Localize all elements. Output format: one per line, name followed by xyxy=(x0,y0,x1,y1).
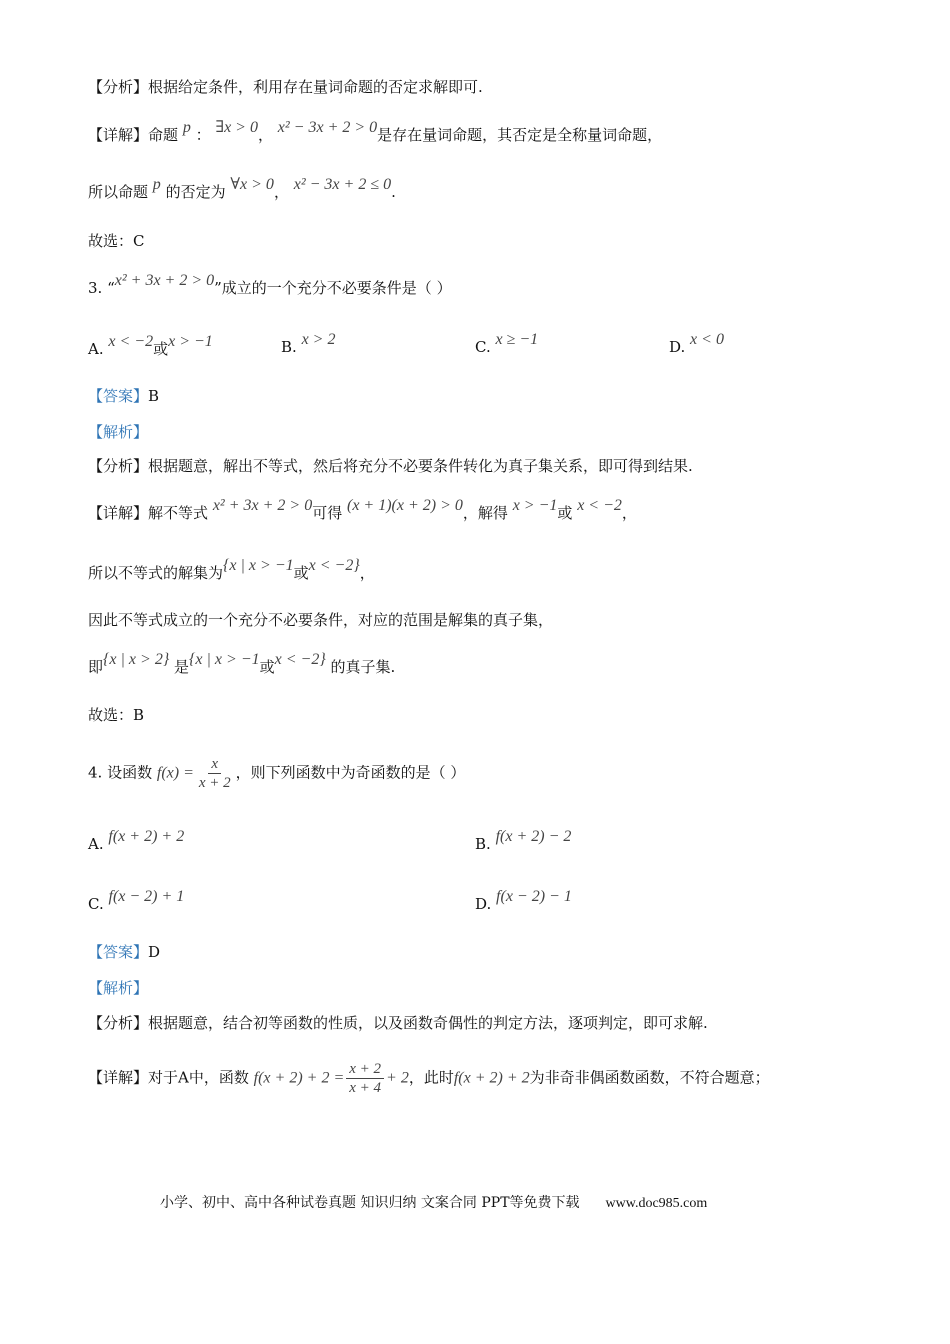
math: f(x) = xyxy=(156,764,194,782)
math: f(x + 2) + 2 xyxy=(453,1069,530,1087)
option-a: A. x < −2或x > −1 xyxy=(88,333,213,358)
answer-choice-2: 故选：C xyxy=(88,232,145,250)
math: x < −2} xyxy=(308,557,360,574)
option-d: D. x < 0 xyxy=(669,331,724,356)
math: + 2 xyxy=(386,1069,409,1087)
math: x² − 3x + 2 ≤ 0 xyxy=(293,176,392,193)
analysis-paragraph-3: 【分析】根据题意，解出不等式，然后将充分不必要条件转化为真子集关系，即可得到结果. xyxy=(88,457,693,475)
answer-4: 【答案】D xyxy=(88,943,161,961)
math: x² + 3x + 2 > 0 xyxy=(114,272,215,289)
fraction: $\frac{x + 2}{x + 4}$ xyxy=(346,1060,384,1097)
detail-paragraph-3: 【详解】解不等式 x² + 3x + 2 > 0可得 (x + 1)(x + 2) > 0，解得 x > −1或 x < −2， xyxy=(88,497,637,522)
option-d: D. f(x − 2) − 1 xyxy=(475,888,572,913)
analysis-paragraph-2: 【分析】根据给定条件，利用存在量词命题的否定求解即可. xyxy=(88,78,483,96)
footer-link[interactable]: www.doc985.com xyxy=(605,1196,708,1211)
math: (x + 1)(x + 2) > 0 xyxy=(347,497,463,514)
math: x > −1 xyxy=(512,497,558,514)
math: x ≥ −1 xyxy=(495,331,539,348)
solution-heading-3: 【解析】 xyxy=(88,423,149,441)
math: {x | x > 2} xyxy=(103,651,170,668)
math: ∃x > 0 xyxy=(215,119,258,136)
math: p xyxy=(152,176,161,193)
detail-paragraph-2: 【详解】命题 p ： ∃x > 0， x² − 3x + 2 > 0是存在量词命题，其否定是全称量词命题， xyxy=(88,119,663,144)
math: f(x + 2) + 2 xyxy=(108,828,185,845)
option-a: A. f(x + 2) + 2 xyxy=(88,828,185,853)
math: f(x − 2) + 1 xyxy=(108,888,185,905)
solution-heading-4: 【解析】 xyxy=(88,979,149,997)
fraction: $\frac{x}{x + 2}$ xyxy=(198,756,231,791)
answer-3: 【答案】B xyxy=(88,387,160,405)
option-b: B. x > 2 xyxy=(281,331,336,356)
math: p xyxy=(182,119,191,136)
math: f(x + 2) + 2 = xyxy=(253,1069,345,1087)
math: x < −2 xyxy=(108,333,154,350)
math: x < −2} xyxy=(274,651,326,668)
math: x < 0 xyxy=(690,331,724,348)
math: x² + 3x + 2 > 0 xyxy=(212,497,313,514)
analysis-paragraph-4: 【分析】根据题意，结合初等函数的性质，以及函数奇偶性的判定方法，逐项判定，即可求解. xyxy=(88,1014,708,1032)
math: x < −2 xyxy=(577,497,622,514)
math: x > −1 xyxy=(168,333,213,350)
question-3-stem: 3. “x² + 3x + 2 > 0”成立的一个充分不必要条件是（ ） xyxy=(88,272,452,297)
math: {x | x > −1 xyxy=(189,651,260,668)
option-b: B. f(x + 2) − 2 xyxy=(475,828,572,853)
question-4-stem: 4. 设函数 f(x) = $\frac{x}{x + 2}$ ，则下列函数中为奇函数的是（ ） xyxy=(88,756,466,791)
math: f(x + 2) − 2 xyxy=(495,828,572,845)
detail-paragraph-3d: 即{x | x > 2} 是{x | x > −1或x < −2} 的真子集. xyxy=(88,651,396,676)
detail-paragraph-4: 【详解】对于A中，函数 f(x + 2) + 2 = $\frac{x + 2}{x + 4}$ + 2，此时f(x + 2) + 2为非奇非偶函数函数，不符合题意； xyxy=(88,1061,770,1096)
math: f(x − 2) − 1 xyxy=(496,888,572,905)
math: {x | x > −1 xyxy=(223,557,294,574)
answer-choice-3: 故选：B xyxy=(88,706,145,724)
math: x > 2 xyxy=(301,331,336,348)
detail-paragraph-3b: 所以不等式的解集为{x | x > −1或x < −2}， xyxy=(88,557,375,582)
math: x² − 3x + 2 > 0 xyxy=(277,119,378,136)
option-c: C. x ≥ −1 xyxy=(475,331,539,356)
option-c: C. f(x − 2) + 1 xyxy=(88,888,185,913)
detail-paragraph-3c: 因此不等式成立的一个充分不必要条件，对应的范围是解集的真子集， xyxy=(88,611,554,629)
math: ∀x > 0 xyxy=(230,176,274,193)
page-footer: 小学、初中、高中各种试卷真题 知识归纳 文案合同 PPT等免费下载 www.doc985.com xyxy=(160,1195,708,1211)
detail-paragraph-2b: 所以命题 p 的否定为 ∀x > 0， x² − 3x + 2 ≤ 0. xyxy=(88,176,396,201)
